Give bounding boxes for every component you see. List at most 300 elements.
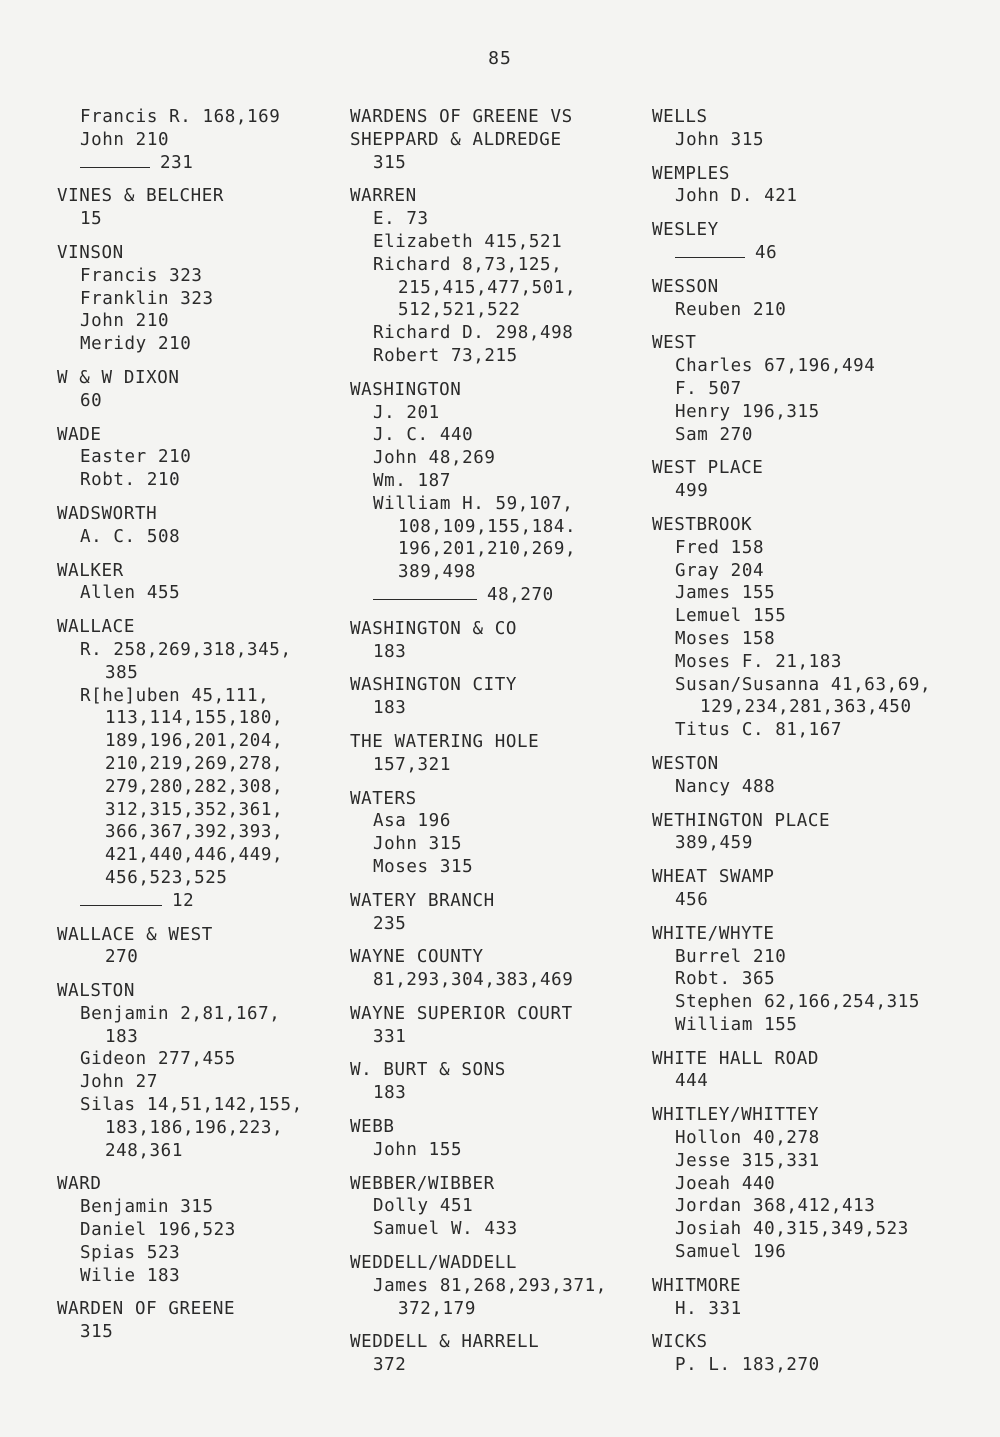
entry-subentry	[350, 1139, 642, 1162]
entry-text: 389,498	[398, 562, 476, 583]
entry-text: WELLS	[652, 107, 708, 127]
entry-text: WEDDELL & HARRELL	[350, 1332, 540, 1353]
entry-text: Wm. 187	[373, 470, 451, 491]
entry-subentry	[57, 1321, 342, 1344]
entry-text: Henry 196,315	[675, 401, 820, 422]
entry-continuation	[350, 299, 642, 322]
entry-text: WATERS	[350, 788, 417, 809]
entry-subentry	[57, 685, 342, 708]
entry-subentry	[57, 582, 342, 605]
page-number: 85	[488, 48, 512, 69]
entry-heading	[350, 1331, 642, 1354]
entry-text: Daniel 196,523	[80, 1220, 236, 1241]
entry-text: Moses 315	[373, 856, 474, 877]
entry-text: 113,114,155,180,	[105, 708, 284, 729]
entry-subentry	[652, 1218, 997, 1241]
entry-subentry	[652, 1241, 997, 1264]
entry-text: WHITE/WHYTE	[652, 923, 775, 944]
entry-subentry	[652, 946, 997, 969]
index-entry	[652, 866, 997, 912]
entry-subentry	[350, 1026, 642, 1049]
entry-heading	[350, 1252, 642, 1275]
entry-subentry	[652, 1195, 997, 1218]
entry-subentry	[652, 889, 997, 912]
entry-subentry	[57, 469, 342, 492]
entry-subentry	[350, 493, 642, 516]
entry-heading	[350, 1116, 642, 1139]
entry-text: 456,523,525	[105, 867, 228, 888]
entry-heading	[57, 503, 342, 526]
entry-text: John 27	[80, 1072, 158, 1093]
entry-text: 129,234,281,363,450	[700, 697, 912, 718]
entry-subentry	[350, 856, 642, 879]
entry-text: 444	[675, 1071, 709, 1092]
entry-text: VINSON	[57, 242, 124, 263]
entry-text: 12	[172, 890, 195, 911]
entry-text: WESTON	[652, 753, 719, 774]
entry-text: Silas 14,51,142,155,	[80, 1095, 303, 1116]
index-entry	[57, 980, 342, 1162]
entry-text: WHEAT SWAMP	[652, 867, 775, 888]
entry-text: R[he]uben 45,111,	[80, 685, 270, 706]
index-entry	[57, 1298, 342, 1344]
entry-subentry	[652, 1150, 997, 1173]
index-entry	[652, 276, 997, 322]
entry-heading	[350, 1003, 642, 1026]
entry-continuation	[350, 1298, 642, 1321]
entry-subentry	[652, 129, 997, 152]
entry-text: 183	[373, 698, 407, 719]
entry-heading	[652, 514, 997, 537]
entry-text: 48,270	[487, 584, 554, 605]
index-entry	[57, 106, 342, 174]
entry-heading	[57, 185, 342, 208]
entry-text: WEBB	[350, 1117, 395, 1138]
entry-text: Jordan 368,412,413	[675, 1196, 876, 1217]
entry-heading	[350, 1059, 642, 1082]
entry-text: 315	[80, 1322, 114, 1343]
entry-text: John 315	[373, 834, 463, 855]
entry-text: WADSWORTH	[57, 503, 158, 524]
entry-text: Elizabeth 415,521	[373, 231, 563, 252]
entry-heading	[652, 332, 997, 355]
entry-text: VINES & BELCHER	[57, 186, 225, 207]
index-entry	[350, 1331, 642, 1377]
entry-subentry	[57, 1196, 342, 1219]
entry-heading	[350, 379, 642, 402]
entry-continuation	[350, 516, 642, 539]
entry-text: WHITLEY/WHITTEY	[652, 1105, 820, 1126]
entry-text: WESLEY	[652, 220, 719, 241]
entry-subentry	[57, 639, 342, 662]
entry-text: John 315	[675, 129, 765, 150]
entry-text: Lemuel 155	[675, 606, 787, 627]
entry-text: Stephen 62,166,254,315	[675, 992, 920, 1013]
entry-text: R. 258,269,318,345,	[80, 639, 292, 660]
entry-text: Asa 196	[373, 811, 451, 832]
entry-text: 315	[373, 152, 407, 173]
entry-continuation	[57, 707, 342, 730]
entry-subentry	[57, 1094, 342, 1117]
entry-subentry	[652, 605, 997, 628]
index-entry	[652, 1104, 997, 1264]
index-entry	[652, 163, 997, 209]
entry-text: 366,367,392,393,	[105, 822, 284, 843]
index-entry	[652, 457, 997, 503]
entry-heading	[57, 1298, 342, 1321]
entry-text: 108,109,155,184.	[398, 516, 577, 537]
index-entry	[57, 1173, 342, 1287]
entry-heading	[652, 276, 997, 299]
index-entry	[652, 753, 997, 799]
entry-subentry	[350, 1354, 642, 1377]
entry-heading	[57, 424, 342, 447]
entry-subentry	[652, 628, 997, 651]
entry-subentry	[57, 890, 342, 913]
entry-subentry	[652, 560, 997, 583]
entry-subentry	[57, 310, 342, 333]
entry-heading	[57, 616, 342, 639]
entry-heading	[652, 923, 997, 946]
entry-text: WALSTON	[57, 981, 135, 1002]
entry-subentry	[652, 719, 997, 742]
index-entry	[350, 379, 642, 607]
entry-subentry	[57, 390, 342, 413]
entry-subentry	[57, 288, 342, 311]
entry-subentry	[350, 424, 642, 447]
entry-subentry	[652, 1298, 997, 1321]
entry-subentry	[350, 1218, 642, 1241]
index-entry	[350, 731, 642, 777]
entry-text: Allen 455	[80, 583, 181, 604]
entry-text: Spias 523	[80, 1242, 181, 1263]
entry-text: WARREN	[350, 186, 417, 207]
entry-subentry	[652, 1070, 997, 1093]
entry-subentry	[652, 832, 997, 855]
entry-text: Meridy 210	[80, 334, 192, 355]
entry-continuation	[57, 821, 342, 844]
entry-text: Francis R. 168,169	[80, 107, 281, 127]
entry-text: Robt. 210	[80, 470, 181, 491]
entry-continuation	[57, 1117, 342, 1140]
entry-text: WAYNE COUNTY	[350, 947, 484, 968]
entry-text: 512,521,522	[398, 300, 521, 321]
entry-text: F. 507	[675, 378, 742, 399]
entry-text: Titus C. 81,167	[675, 720, 843, 741]
entry-subentry	[350, 833, 642, 856]
entry-subentry	[57, 1003, 342, 1026]
entry-continuation	[57, 799, 342, 822]
index-entry	[652, 810, 997, 856]
entry-subentry	[652, 651, 997, 674]
entry-text: Josiah 40,315,349,523	[675, 1219, 909, 1240]
entry-text: E. 73	[373, 209, 429, 230]
entry-subentry	[350, 231, 642, 254]
entry-continuation	[57, 1140, 342, 1163]
index-entry	[652, 332, 997, 446]
index-entry	[350, 946, 642, 992]
entry-text: Francis 323	[80, 265, 203, 286]
entry-text: John 210	[80, 311, 170, 332]
entry-subentry	[652, 1354, 997, 1377]
entry-subentry	[57, 333, 342, 356]
entry-text: WARD	[57, 1174, 102, 1195]
entry-subentry	[57, 106, 342, 129]
entry-heading	[350, 890, 642, 913]
entry-subentry	[350, 754, 642, 777]
entry-text: John 210	[80, 129, 170, 150]
entry-text: WEST	[652, 333, 697, 354]
entry-text: Benjamin 315	[80, 1197, 214, 1218]
entry-subentry	[350, 697, 642, 720]
entry-subentry	[652, 401, 997, 424]
entry-subentry	[57, 1242, 342, 1265]
entry-text: 312,315,352,361,	[105, 799, 284, 820]
entry-subentry	[57, 1048, 342, 1071]
index-entry	[350, 1116, 642, 1162]
entry-subentry	[57, 265, 342, 288]
entry-text: WALLACE	[57, 617, 135, 638]
entry-subentry	[57, 526, 342, 549]
entry-text: 196,201,210,269,	[398, 539, 577, 560]
entry-text: Richard 8,73,125,	[373, 254, 563, 275]
entry-heading	[652, 1331, 997, 1354]
index-entry	[57, 503, 342, 549]
entry-continuation	[652, 696, 997, 719]
entry-heading	[350, 185, 642, 208]
entry-text: WEDDELL/WADDELL	[350, 1253, 518, 1274]
entry-subentry	[350, 810, 642, 833]
entry-subentry	[350, 345, 642, 368]
entry-text: WASHINGTON CITY	[350, 675, 518, 696]
entry-text: WALKER	[57, 560, 124, 581]
entry-continuation	[57, 730, 342, 753]
entry-heading	[652, 810, 997, 833]
entry-subentry	[652, 424, 997, 447]
entry-text: 372	[373, 1355, 407, 1376]
entry-subentry	[350, 322, 642, 345]
index-entry	[57, 367, 342, 413]
entry-text: 499	[675, 481, 709, 502]
entry-text: W. BURT & SONS	[350, 1060, 506, 1081]
entry-text: WASHINGTON & CO	[350, 618, 518, 639]
entry-text: J. 201	[373, 402, 440, 423]
entry-text: THE WATERING HOLE	[350, 731, 540, 752]
entry-text: James 155	[675, 583, 776, 604]
entry-text: Joeah 440	[675, 1173, 776, 1194]
entry-text: Dolly 451	[373, 1196, 474, 1217]
entry-heading	[57, 560, 342, 583]
index-entry	[652, 219, 997, 265]
index-entry	[57, 424, 342, 492]
entry-heading	[350, 1173, 642, 1196]
entry-text: 183,186,196,223,	[105, 1117, 284, 1138]
entry-subentry	[350, 470, 642, 493]
entry-heading	[57, 924, 342, 947]
entry-text: 189,196,201,204,	[105, 731, 284, 752]
index-entry	[57, 924, 342, 970]
entry-text: 270	[105, 947, 139, 968]
entry-subentry	[350, 402, 642, 425]
entry-heading	[652, 457, 997, 480]
entry-text: 235	[373, 913, 407, 934]
index-entry	[350, 890, 642, 936]
entry-subentry	[350, 641, 642, 664]
entry-subentry	[652, 1173, 997, 1196]
entry-continuation	[57, 867, 342, 890]
entry-heading	[350, 129, 642, 152]
blank-name-rule	[373, 597, 477, 600]
entry-subentry	[652, 537, 997, 560]
entry-heading	[350, 618, 642, 641]
entry-text: 372,179	[398, 1298, 476, 1319]
blank-name-rule	[80, 165, 150, 168]
entry-heading	[652, 866, 997, 889]
entry-text: J. C. 440	[373, 425, 474, 446]
entry-subentry	[350, 1082, 642, 1105]
index-entry	[350, 618, 642, 664]
entry-text: 15	[80, 209, 103, 230]
index-entry	[350, 1173, 642, 1241]
entry-subentry	[350, 1275, 642, 1298]
entry-text: WARDEN OF GREENE	[57, 1299, 236, 1320]
entry-continuation	[57, 946, 342, 969]
entry-text: SHEPPARD & ALDREDGE	[350, 129, 562, 150]
entry-text: 81,293,304,383,469	[373, 970, 574, 991]
entry-text: 389,459	[675, 833, 753, 854]
entry-heading	[350, 946, 642, 969]
entry-text: WASHINGTON	[350, 379, 462, 400]
index-entry	[652, 1275, 997, 1321]
entry-subentry	[57, 1219, 342, 1242]
entry-text: Charles 67,196,494	[675, 356, 876, 377]
entry-text: Gray 204	[675, 560, 765, 581]
entry-text: Robert 73,215	[373, 345, 518, 366]
entry-continuation	[350, 561, 642, 584]
entry-heading	[652, 753, 997, 776]
entry-subentry	[57, 152, 342, 175]
entry-text: 385	[105, 662, 139, 683]
entry-text: Hollon 40,278	[675, 1128, 820, 1149]
entry-text: W & W DIXON	[57, 367, 180, 388]
entry-subentry	[652, 355, 997, 378]
index-entry	[350, 674, 642, 720]
entry-subentry	[350, 152, 642, 175]
entry-text: WALLACE & WEST	[57, 924, 213, 945]
entry-subentry	[57, 1265, 342, 1288]
entry-continuation	[57, 662, 342, 685]
entry-text: 183	[373, 1083, 407, 1104]
entry-text: William H. 59,107,	[373, 493, 574, 514]
entry-text: WHITMORE	[652, 1275, 742, 1296]
entry-text: Gideon 277,455	[80, 1049, 236, 1070]
entry-heading	[652, 163, 997, 186]
entry-text: 210,219,269,278,	[105, 753, 284, 774]
entry-subentry	[350, 969, 642, 992]
entry-text: 421,440,446,449,	[105, 845, 284, 866]
entry-continuation	[350, 277, 642, 300]
index-entry	[652, 923, 997, 1037]
entry-text: Reuben 210	[675, 299, 787, 320]
entry-continuation	[57, 1026, 342, 1049]
entry-text: 331	[373, 1026, 407, 1047]
entry-text: Samuel W. 433	[373, 1219, 518, 1240]
entry-text: 183	[373, 641, 407, 662]
entry-subentry	[652, 968, 997, 991]
entry-text: Richard D. 298,498	[373, 323, 574, 344]
entry-subentry	[350, 1195, 642, 1218]
entry-subentry	[652, 480, 997, 503]
index-entry	[350, 1252, 642, 1320]
entry-heading	[350, 106, 642, 129]
entry-subentry	[350, 584, 642, 607]
entry-text: 215,415,477,501,	[398, 277, 577, 298]
entry-subentry	[652, 1014, 997, 1037]
entry-text: James 81,268,293,371,	[373, 1275, 607, 1296]
entry-text: Samuel 196	[675, 1242, 787, 1263]
entry-text: WADE	[57, 424, 102, 445]
entry-text: H. 331	[675, 1298, 742, 1319]
index-entry	[652, 1048, 997, 1094]
index-entry	[350, 1059, 642, 1105]
entry-text: John 48,269	[373, 448, 496, 469]
entry-text: Susan/Susanna 41,63,69,	[675, 674, 932, 695]
entry-text: 46	[755, 242, 778, 263]
blank-name-rule	[80, 903, 162, 906]
entry-text: WESSON	[652, 276, 719, 297]
entry-subentry	[57, 1071, 342, 1094]
entry-continuation	[57, 776, 342, 799]
entry-subentry	[652, 674, 997, 697]
blank-name-rule	[675, 255, 745, 258]
entry-text: 231	[160, 152, 194, 173]
entry-text: Moses F. 21,183	[675, 651, 843, 672]
entry-text: Easter 210	[80, 447, 192, 468]
entry-heading	[652, 1104, 997, 1127]
entry-text: 157,321	[373, 754, 451, 775]
entry-subentry	[350, 208, 642, 231]
entry-text: WETHINGTON PLACE	[652, 810, 831, 831]
entry-text: P. L. 183,270	[675, 1355, 820, 1376]
entry-text: WESTBROOK	[652, 514, 753, 535]
entry-text: WEMPLES	[652, 163, 730, 184]
index-entry	[652, 514, 997, 742]
entry-subentry	[652, 299, 997, 322]
entry-subentry	[57, 208, 342, 231]
entry-heading	[652, 219, 997, 242]
entry-heading	[57, 980, 342, 1003]
entry-text: Sam 270	[675, 424, 753, 445]
index-entry	[57, 616, 342, 912]
entry-text: WARDENS OF GREENE VS	[350, 107, 573, 127]
entry-subentry	[652, 378, 997, 401]
entry-text: Fred 158	[675, 537, 765, 558]
entry-subentry	[57, 129, 342, 152]
index-entry	[652, 106, 997, 152]
entry-text: 248,361	[105, 1140, 183, 1161]
entry-subentry	[652, 991, 997, 1014]
entry-heading	[652, 1275, 997, 1298]
entry-text: WATERY BRANCH	[350, 890, 495, 911]
entry-text: William 155	[675, 1014, 798, 1035]
index-entry	[350, 788, 642, 879]
index-entry	[652, 1331, 997, 1377]
entry-subentry	[652, 242, 997, 265]
entry-subentry	[652, 582, 997, 605]
entry-heading	[350, 788, 642, 811]
entry-text: 279,280,282,308,	[105, 776, 284, 797]
entry-heading	[652, 106, 997, 129]
